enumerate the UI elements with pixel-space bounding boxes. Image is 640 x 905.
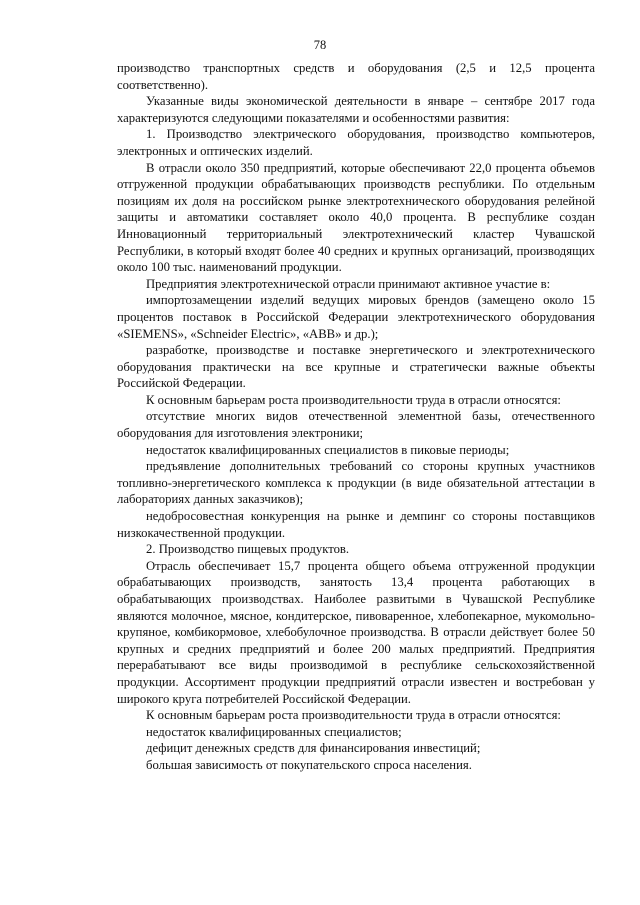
food-barrier-item-1: недостаток квалифицированных специалистов; xyxy=(146,724,402,739)
barrier-item-3: предъявление дополнительных требований со стороны крупных участников топливно-энергетического комплекса к продукции (в виде обязательной аттестации в лабораториях данных заказчиков); xyxy=(117,459,595,507)
barrier-item-1: отсутствие многих видов отечественной элементной базы, отечественного оборудования для изготовления электроники; xyxy=(117,409,595,441)
food-barrier-item-3: большая зависимость от покупательского спроса населения. xyxy=(146,757,472,772)
paragraph-5: Предприятия электротехнической отрасли принимают активное участие в: xyxy=(146,276,551,291)
barriers-intro-electrical: К основным барьерам роста производительности труда в отрасли относятся: xyxy=(146,392,561,407)
section-heading-electrical: 1. Производство электрического оборудования, производство компьютеров, электронных и оптических изделий. xyxy=(117,127,595,158)
paragraph-4: В отрасли около 350 предприятий, которые обеспечивают 22,0 процента объемов отгруженной продукции обрабатывающих производств республики. По отдельным позициям их доля на российском рынке электротехнического оборудования релейной защиты и автоматики составляет около 40,0 процента. В республике создан Инновационный территориальный электротехнический кластер Чувашской Республики, в который входят более 40 средних и крупных организаций, производящих около 100 тыс. наименований продукции. xyxy=(117,160,595,275)
paragraph-1: производство транспортных средств и оборудования (2,5 и 12,5 процента соответственно). xyxy=(117,61,595,92)
barrier-item-2: недостаток квалифицированных специалистов в пиковые периоды; xyxy=(146,442,510,457)
page-number: 78 xyxy=(313,38,327,52)
paragraph-2: Указанные виды экономической деятельности в январе – сентябре 2017 года характеризуются следующими показателями и особенностями развития: xyxy=(117,94,595,125)
barriers-intro-food: К основным барьерам роста производительности труда в отрасли относятся: xyxy=(146,708,561,723)
paragraph-food-description: Отрасль обеспечивает 15,7 процента общего объема отгруженной продукции обрабатывающих производств, занятость 13,4 процента работающих в обрабатывающих производствах. Наиболее развитыми в Чувашской Республике являются молочное, мясное, кондитерское, пивоваренное, хлебопекарное, мукомольно-крупяное, комбикормовое, хлебобулочное производства. В отрасли действует более 50 крупных и средних предприятий и более 200 малых предприятий. Предприятия перерабатывают все виды производимой в республике сельскохозяйственной продукции. Ассортимент продукции предприятий отрасли известен и востребован у широкого круга потребителей Российской Федерации. xyxy=(117,558,595,706)
section-heading-food: 2. Производство пищевых продуктов. xyxy=(146,542,350,557)
document-body xyxy=(117,60,595,774)
list-item-development: разработке, производстве и поставке энергетического и электротехнического оборудования практически на все крупные и стратегически важные объекты Российской Федерации. xyxy=(117,343,595,391)
food-barrier-item-2: дефицит денежных средств для финансирования инвестиций; xyxy=(146,741,481,756)
barrier-item-4: недобросовестная конкуренция на рынке и демпинг со стороны поставщиков низкокачественной продукции. xyxy=(117,509,595,540)
list-item-import-substitution: импортозамещении изделий ведущих мировых брендов (замещено около 15 процентов поставок в Российской Федерации электротехнического оборудования «SIEMENS», «Schneider Electric», «ABB» и др.); xyxy=(117,293,595,341)
